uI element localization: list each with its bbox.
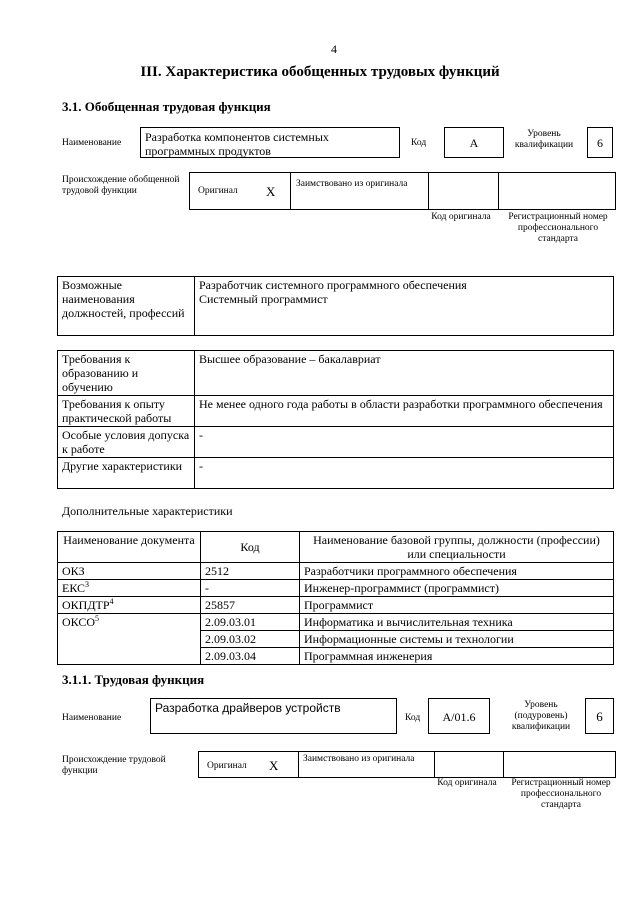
section-title: III. Характеристика обобщенных трудовых функций — [140, 64, 500, 80]
gtf-name-label: Наименование — [62, 138, 122, 148]
tf-level-box — [585, 698, 614, 734]
table-row — [58, 427, 614, 458]
positions-value-2: Системный программист — [199, 292, 328, 306]
footnote-mark: 5 — [95, 614, 100, 623]
tf-heading: 3.1.1. Трудовая функция — [62, 672, 205, 687]
table-row — [58, 351, 614, 396]
code-cell: 25857 — [201, 597, 300, 614]
positions-value-1: Разработчик системного программного обеспечения — [199, 278, 467, 292]
req-value: - — [195, 458, 614, 489]
req-value: - — [195, 427, 614, 458]
doc-cell: ОКПДТР — [62, 598, 110, 612]
table-row — [58, 614, 614, 631]
tf-origin-table — [198, 751, 616, 778]
gtf-origin-label: Происхождение обобщенной трудовой функции — [62, 175, 180, 196]
name-cell: Информационные системы и технологии — [300, 631, 614, 648]
gtf-level-value: 6 — [597, 136, 603, 150]
code-cell: 2.09.03.04 — [201, 648, 300, 665]
gtf-original-label: Оригинал — [198, 186, 238, 196]
table-row — [58, 563, 614, 580]
req-value: Не менее одного года работы в области разработки программного обеспечения — [195, 396, 614, 427]
divider — [428, 173, 429, 209]
table-header — [58, 532, 614, 563]
gtf-name-value: Разработка компонентов системных программных продуктов — [145, 130, 329, 158]
footnote-mark: 4 — [109, 597, 114, 606]
extra-heading: Дополнительные характеристики — [62, 504, 233, 518]
gtf-code-box — [444, 127, 504, 158]
tf-reg-num-label: Регистрационный номер профессионального стандарта — [511, 778, 611, 810]
tf-code-orig-label: Код оригинала — [437, 778, 497, 788]
gtf-level-label: Уровень квалификации — [514, 129, 574, 150]
gtf-code-value: A — [469, 136, 479, 150]
gtf-reg-num-label: Регистрационный номер профессионального стандарта — [508, 212, 608, 244]
gtf-name-box — [140, 127, 400, 158]
tf-level-label: Уровень (подуровень) квалификации — [511, 700, 571, 732]
divider — [298, 752, 299, 777]
gtf-borrowed-label: Заимствовано из оригинала — [296, 179, 408, 189]
name-cell: Программист — [300, 597, 614, 614]
req-label: Требования к образованию и обучению — [58, 351, 195, 396]
req-label: Особые условия допуска к работе — [58, 427, 195, 458]
tf-code-value: A/01.6 — [442, 710, 476, 724]
col-name: Наименование базовой группы, должности (профессии) или специальности — [300, 532, 614, 563]
gtf-origin-table — [189, 172, 616, 210]
table-row — [58, 396, 614, 427]
req-label: Требования к опыту практической работы — [58, 396, 195, 427]
tf-level-value: 6 — [596, 709, 603, 724]
tf-name-value: Разработка драйверов устройств — [155, 701, 341, 715]
code-cell: 2.09.03.01 — [201, 614, 300, 631]
doc-cell: ОКЗ — [58, 563, 201, 580]
divider — [434, 752, 435, 777]
code-cell: - — [201, 580, 300, 597]
tf-borrowed-label: Заимствовано из оригинала — [303, 754, 415, 764]
tf-code-box — [428, 698, 490, 734]
divider — [498, 173, 499, 209]
code-cell: 2512 — [201, 563, 300, 580]
gtf-original-mark: X — [266, 184, 276, 199]
table-row — [58, 597, 614, 614]
tf-original-mark: X — [269, 758, 279, 773]
tf-origin-label: Происхождение трудовой функции — [62, 755, 166, 776]
name-cell: Инженер-программист (программист) — [300, 580, 614, 597]
divider — [503, 752, 504, 777]
gtf-level-box — [587, 127, 613, 158]
col-doc: Наименование документа — [58, 532, 201, 563]
positions-table — [57, 276, 614, 336]
col-code: Код — [201, 532, 300, 563]
gtf-code-label: Код — [411, 138, 427, 148]
tf-code-label: Код — [405, 713, 421, 723]
tf-original-label: Оригинал — [207, 761, 247, 771]
gtf-code-orig-label: Код оригинала — [431, 212, 491, 222]
page-number: 4 — [331, 42, 337, 56]
footnote-mark: 3 — [85, 580, 90, 589]
tf-name-label: Наименование — [62, 713, 122, 723]
table-row — [58, 458, 614, 489]
req-label: Другие характеристики — [58, 458, 195, 489]
doc-cell: ЕКС — [62, 581, 86, 595]
divider — [290, 173, 291, 209]
req-value: Высшее образование – бакалавриат — [195, 351, 614, 396]
name-cell: Разработчики программного обеспечения — [300, 563, 614, 580]
name-cell: Программная инженерия — [300, 648, 614, 665]
tf-name-box — [150, 698, 397, 734]
code-cell: 2.09.03.02 — [201, 631, 300, 648]
doc-cell: ОКСО — [62, 615, 96, 629]
name-cell: Информатика и вычислительная техника — [300, 614, 614, 631]
table-row — [58, 580, 614, 597]
extra-table — [57, 531, 614, 665]
gtf-heading: 3.1. Обобщенная трудовая функция — [62, 99, 271, 114]
requirements-table — [57, 350, 614, 489]
positions-label: Возможные наименования должностей, профессий — [58, 277, 195, 336]
